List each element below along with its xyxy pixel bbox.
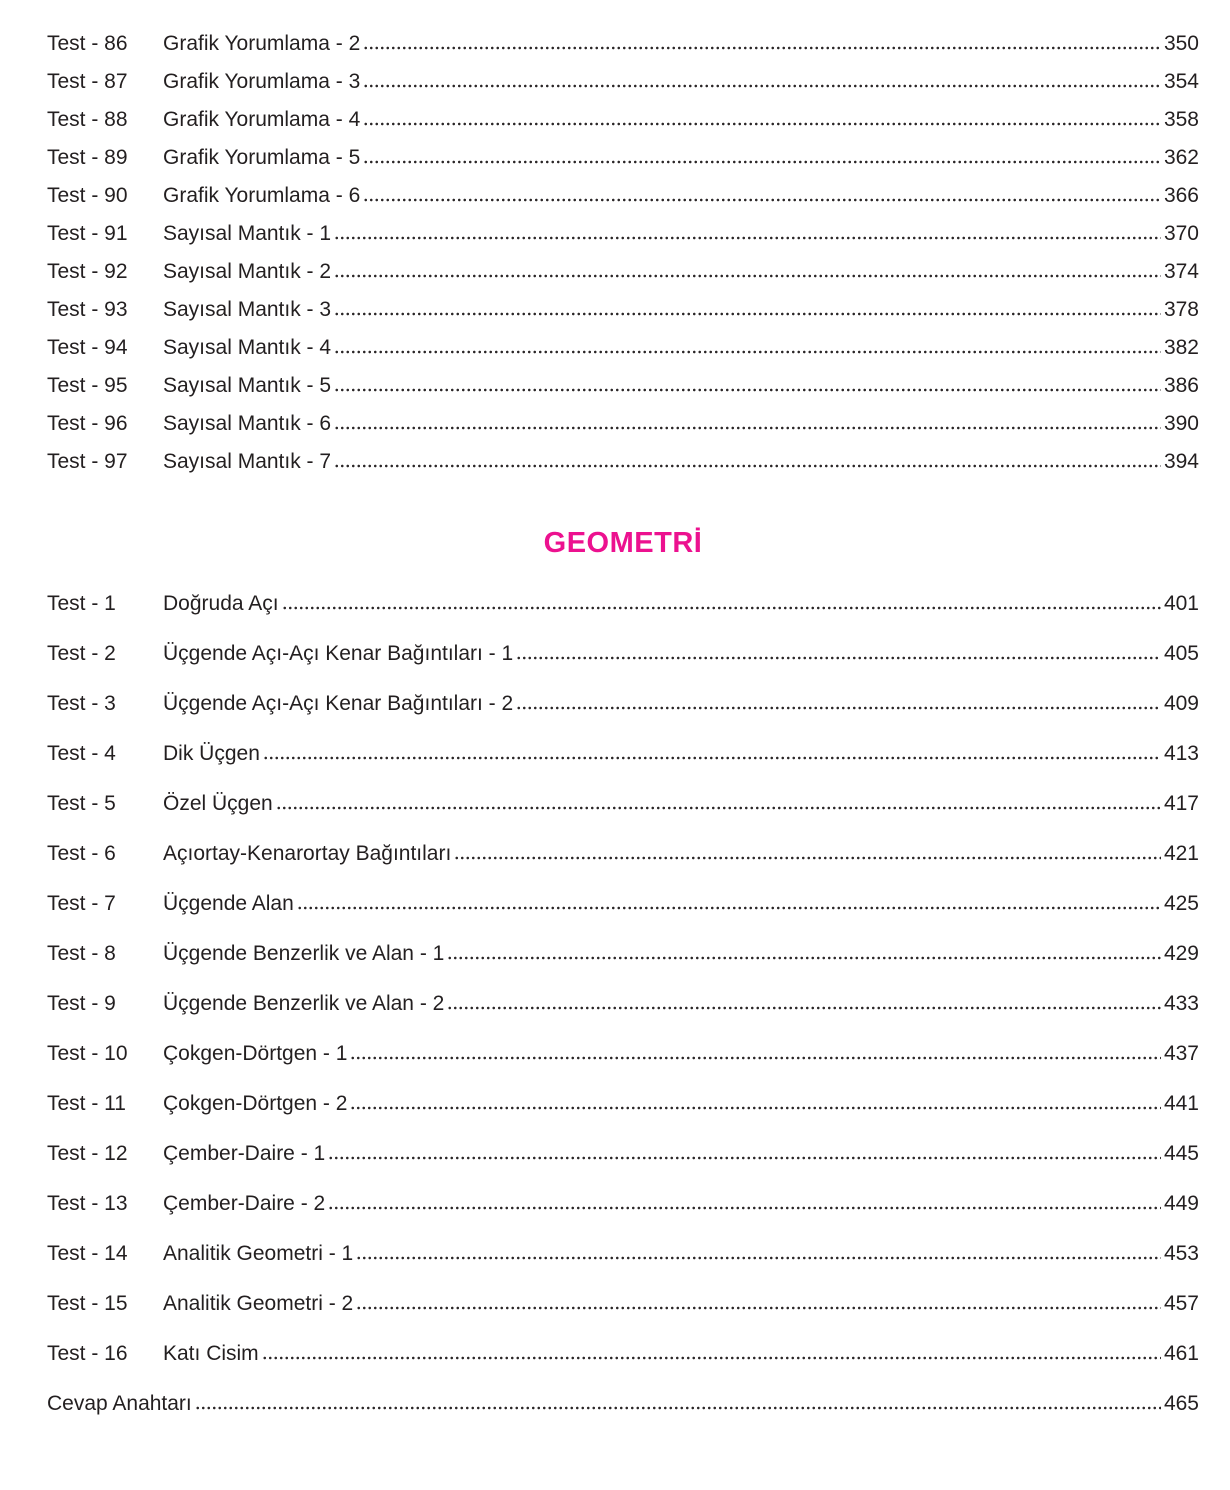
test-title: Açıortay-Kenarortay Bağıntıları: [163, 841, 452, 865]
test-title: Üçgende Açı-Açı Kenar Bağıntıları - 1: [163, 641, 514, 665]
section-heading-geometri: GEOMETRİ: [543, 527, 703, 559]
dot-leader: [454, 856, 1161, 860]
dot-leader: [334, 350, 1161, 354]
section-geometri: [47, 578, 1199, 1378]
test-number-label: Test - 1: [47, 591, 116, 615]
page-number: 401: [1163, 591, 1199, 615]
test-title: Grafik Yorumlama - 5: [163, 145, 361, 169]
dot-leader: [328, 1156, 1161, 1160]
test-number-label: Test - 14: [47, 1241, 128, 1265]
page-number: 409: [1163, 691, 1199, 715]
test-number-label: Test - 4: [47, 741, 116, 765]
test-title: Grafik Yorumlama - 4: [163, 107, 361, 131]
test-title: Sayısal Mantık - 2: [163, 259, 332, 283]
test-number-label: Test - 92: [47, 259, 128, 283]
test-title: Üçgende Açı-Açı Kenar Bağıntıları - 2: [163, 691, 514, 715]
dot-leader: [356, 1256, 1161, 1260]
test-number-label: Test - 13: [47, 1191, 128, 1215]
test-title: Grafik Yorumlama - 2: [163, 31, 361, 55]
dot-leader: [363, 46, 1161, 50]
page-number: 465: [1163, 1391, 1199, 1415]
test-number-label: Test - 94: [47, 335, 128, 359]
toc-row: [47, 62, 1199, 100]
toc-row: [47, 978, 1199, 1028]
test-number-label: Test - 87: [47, 69, 128, 93]
page-number: 350: [1163, 31, 1199, 55]
page-number: 390: [1163, 411, 1199, 435]
dot-leader: [447, 956, 1161, 960]
dot-leader: [334, 426, 1161, 430]
test-title: Analitik Geometri - 1: [163, 1241, 354, 1265]
dot-leader: [263, 756, 1161, 760]
test-title: Dik Üçgen: [163, 741, 260, 765]
test-title: Çember-Daire - 1: [163, 1141, 326, 1165]
toc-row: [47, 1178, 1199, 1228]
dot-leader: [363, 84, 1161, 88]
toc-row: [47, 1328, 1199, 1378]
test-number-label: Test - 89: [47, 145, 128, 169]
page-number: 374: [1163, 259, 1199, 283]
toc-row: [47, 24, 1199, 62]
page-number: 461: [1163, 1341, 1199, 1365]
page-number: 453: [1163, 1241, 1199, 1265]
toc-row: [47, 878, 1199, 928]
toc-row: [47, 328, 1199, 366]
dot-leader: [447, 1006, 1161, 1010]
dot-leader: [350, 1106, 1161, 1110]
dot-leader: [363, 198, 1161, 202]
toc-row: [47, 1028, 1199, 1078]
test-number-label: Test - 15: [47, 1291, 128, 1315]
test-number-label: Test - 95: [47, 373, 128, 397]
test-title: Sayısal Mantık - 3: [163, 297, 332, 321]
test-number-label: Test - 9: [47, 991, 116, 1015]
dot-leader: [356, 1306, 1161, 1310]
page-number: 366: [1163, 183, 1199, 207]
test-number-label: Test - 93: [47, 297, 128, 321]
page-number: 433: [1163, 991, 1199, 1015]
dot-leader: [262, 1356, 1161, 1360]
test-title: Çokgen-Dörtgen - 2: [163, 1091, 348, 1115]
toc-row-cevap-anahtari: [47, 1378, 1199, 1428]
toc-row: [47, 828, 1199, 878]
toc-row: [47, 928, 1199, 978]
toc-row: [47, 1228, 1199, 1278]
toc-row: [47, 442, 1199, 480]
page-number: 362: [1163, 145, 1199, 169]
test-number-label: Test - 5: [47, 791, 116, 815]
dot-leader: [334, 388, 1161, 392]
test-number-label: Test - 12: [47, 1141, 128, 1165]
test-number-label: Test - 96: [47, 411, 128, 435]
toc-row: [47, 138, 1199, 176]
toc-row: [47, 290, 1199, 328]
page-number: 417: [1163, 791, 1199, 815]
page-number: 358: [1163, 107, 1199, 131]
dot-leader: [350, 1056, 1161, 1060]
page-number: 441: [1163, 1091, 1199, 1115]
test-title: Grafik Yorumlama - 6: [163, 183, 361, 207]
test-number-label: Test - 91: [47, 221, 128, 245]
toc-row: [47, 628, 1199, 678]
test-title: Analitik Geometri - 2: [163, 1291, 354, 1315]
toc-row: [47, 214, 1199, 252]
dot-leader: [334, 236, 1161, 240]
toc-row: [47, 366, 1199, 404]
toc-row: [47, 728, 1199, 778]
test-title: Sayısal Mantık - 4: [163, 335, 332, 359]
test-title: Grafik Yorumlama - 3: [163, 69, 361, 93]
test-number-label: Test - 90: [47, 183, 128, 207]
test-title: Sayısal Mantık - 7: [163, 449, 332, 473]
toc-row: [47, 176, 1199, 214]
toc-row: [47, 678, 1199, 728]
toc-row: [47, 778, 1199, 828]
cevap-anahtari-title: Cevap Anahtarı: [47, 1391, 192, 1415]
page-number: 354: [1163, 69, 1199, 93]
page-number: 378: [1163, 297, 1199, 321]
page-number: 457: [1163, 1291, 1199, 1315]
page-number: 386: [1163, 373, 1199, 397]
test-number-label: Test - 8: [47, 941, 116, 965]
test-number-label: Test - 10: [47, 1041, 128, 1065]
test-number-label: Test - 7: [47, 891, 116, 915]
test-title: Üçgende Alan: [163, 891, 294, 915]
test-number-label: Test - 97: [47, 449, 128, 473]
test-number-label: Test - 16: [47, 1341, 128, 1365]
test-title: Sayısal Mantık - 6: [163, 411, 332, 435]
test-number-label: Test - 88: [47, 107, 128, 131]
test-number-label: Test - 11: [47, 1091, 126, 1115]
toc-row: [47, 1278, 1199, 1328]
dot-leader: [328, 1206, 1161, 1210]
test-title: Üçgende Benzerlik ve Alan - 1: [163, 941, 445, 965]
dot-leader: [516, 656, 1161, 660]
page-number: 382: [1163, 335, 1199, 359]
page-number: 405: [1163, 641, 1199, 665]
toc-row: [47, 252, 1199, 290]
dot-leader: [195, 1406, 1161, 1410]
test-number-label: Test - 3: [47, 691, 116, 715]
test-title: Üçgende Benzerlik ve Alan - 2: [163, 991, 445, 1015]
test-title: Çember-Daire - 2: [163, 1191, 326, 1215]
test-number-label: Test - 86: [47, 31, 128, 55]
page-number: 394: [1163, 449, 1199, 473]
toc-row: [47, 1078, 1199, 1128]
page-number: 370: [1163, 221, 1199, 245]
dot-leader: [334, 464, 1161, 468]
dot-leader: [334, 312, 1161, 316]
dot-leader: [282, 606, 1161, 610]
test-title: Doğruda Açı: [163, 591, 279, 615]
dot-leader: [516, 706, 1161, 710]
page-number: 413: [1163, 741, 1199, 765]
dot-leader: [334, 274, 1161, 278]
test-title: Katı Cisim: [163, 1341, 259, 1365]
test-title: Özel Üçgen: [163, 791, 273, 815]
dot-leader: [363, 160, 1161, 164]
page-number: 445: [1163, 1141, 1199, 1165]
page-number: 421: [1163, 841, 1199, 865]
page-number: 437: [1163, 1041, 1199, 1065]
toc-row: [47, 1128, 1199, 1178]
dot-leader: [276, 806, 1161, 810]
test-title: Sayısal Mantık - 5: [163, 373, 332, 397]
test-title: Sayısal Mantık - 1: [163, 221, 332, 245]
test-number-label: Test - 6: [47, 841, 116, 865]
dot-leader: [363, 122, 1161, 126]
test-number-label: Test - 2: [47, 641, 116, 665]
toc-row: [47, 404, 1199, 442]
toc-row: [47, 578, 1199, 628]
section-sayisal-mantik: [47, 24, 1199, 480]
toc-row: [47, 100, 1199, 138]
dot-leader: [297, 906, 1161, 910]
page-number: 449: [1163, 1191, 1199, 1215]
page-number: 425: [1163, 891, 1199, 915]
page-number: 429: [1163, 941, 1199, 965]
test-title: Çokgen-Dörtgen - 1: [163, 1041, 348, 1065]
